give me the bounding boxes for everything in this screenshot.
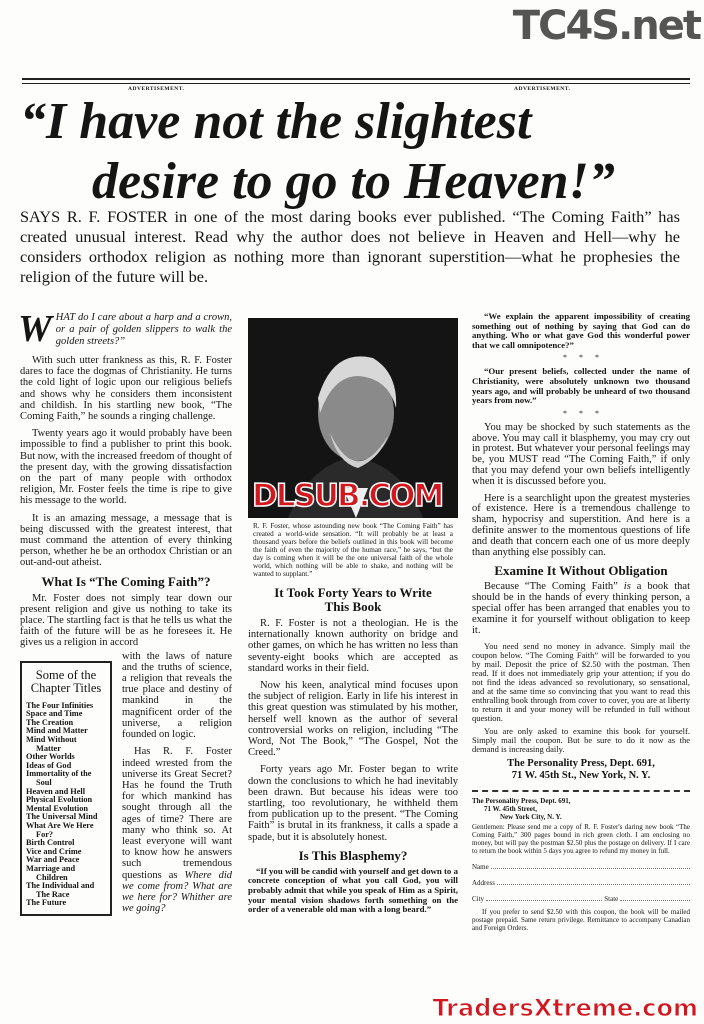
chapter-title: For?	[36, 829, 54, 839]
watermark-middle: DLSUB.COM	[252, 478, 443, 514]
section-title: It Took Forty Years to Write This Book	[274, 585, 432, 614]
chapter-title: Immortality of the	[26, 769, 92, 779]
chapter-title: Other Worlds	[26, 752, 75, 762]
order-coupon[interactable]	[472, 790, 690, 932]
chapter-title: Children	[36, 872, 68, 882]
headline-line-1: “I have not the slightest	[20, 93, 532, 150]
chapter-title: The Future	[26, 898, 67, 908]
second-rule	[22, 83, 690, 84]
paragraph: It is an amazing message, a message that is being discussed with the greatest interest, that must command the attention of every thinking person, whether he be an orthodox Christian or an out-and-out atheist.	[20, 512, 232, 569]
paragraph: With such utter frankness as this, R. F. Foster dares to face the dogmas of Christianity. He turns the cold light of logic upon our religious beliefs and shows why he considers them inconsistent and childish. In his startling new book, “The Coming Faith,” he sounds a ringing challenge.	[20, 355, 232, 423]
paragraph: Now his keen, analytical mind focuses upon the subject of religion. Early in life his interest in this great question was stimulated by his mother, herself well known as the author of several controversial works on religion, including “The Word, Not The Book,” “The Gospel, Not the Creed.”	[248, 680, 458, 759]
publisher-line: 71 W. 45th St., New York, N. Y.	[511, 770, 651, 782]
intro-quote	[18, 308, 232, 350]
chapter-title: Matter	[36, 743, 61, 753]
chapter-title: The Individual and	[26, 881, 95, 891]
portrait-caption: R. F. Foster, whose astounding new book “The Coming Faith” has created a world-wide sensation. “It will probably be at least a thousand years before the beliefs outlined in this book will become the faith of even the majority of the human race,” he says, “but the day is coming when it will be the one universal faith of the whole world, which nothing will be able to shake, and nothing will be wanted to supplant.”	[253, 522, 453, 578]
chapter-title: Heaven and Hell	[26, 786, 86, 796]
lead-paragraph: SAYS R. F. FOSTER in one of the most daring books ever published. “The Coming Faith” has created unusual interest. Read why the author does not believe in Heaven and Hell—why he considers orthodox religion as nothing more than ignorant superstition—what he prophesies the religion of the future will be.	[20, 207, 680, 286]
chapter-title: Marriage and	[26, 863, 76, 873]
right-column	[472, 312, 690, 932]
chapter-title: Mind and Matter	[26, 726, 88, 736]
coupon-body: Gentlemen: Please send me a copy of R. F. Foster's daring new book “The Coming Faith,” 300 pages bound in rich green cloth. I am enclosing no money, but will pay the postman $2.50 plus the postage on delivery. If I care to return the book within 5 days you agree to refund my money in full.	[472, 823, 690, 856]
chapter-box-row	[20, 651, 232, 921]
chapter-title: The Universal Mind	[26, 812, 98, 822]
paragraph: Because “The Coming Faith” is a book that should be in the hands of every thinking person, a special offer has been arranged that enables you to examine it for yourself without obligation to keep it.	[472, 581, 690, 636]
chapter-title: Birth Control	[26, 838, 75, 848]
left-column	[18, 308, 232, 920]
quote: “Our present beliefs, collected under the name of Christianity, were absolutely unknown two thousand years ago, and will probably be unheard of two thousand years from now.”	[472, 366, 690, 406]
paragraph: Here is a searchlight upon the greatest mysteries of existence. Here is a tremendous challenge to sham, hypocrisy and superstition. And here is a definite answer to the momentous questions of life and death that concern each one of us more deeply than anything else possibly can.	[472, 492, 690, 558]
chapter-box-title: Some of the Chapter Titles	[30, 667, 102, 695]
chapter-title: Soul	[36, 778, 52, 788]
chapter-title: The Race	[36, 889, 70, 899]
intro-text: HAT do I care about a harp and a crown, or a pair of golden slippers to walk the golden streets?”	[55, 312, 232, 347]
chapter-title: The Four Infinities	[26, 700, 94, 710]
paragraph: Twenty years ago it would probably have been impossible to find a publisher to print this book. But now, with the increased freedom of thought of the present day, with the growing dissatisfaction on the part of many people with orthodox religion, Mr. Foster feels the time is ripe to give his message to the world.	[20, 428, 232, 507]
advertisement-label-left: ADVERTISEMENT.	[128, 86, 185, 92]
city-state-field[interactable]: City State	[472, 895, 690, 903]
beside-box-text	[122, 651, 232, 921]
paragraph: You are only asked to examine this book for yourself. Simply mail the coupon. But be sure to do it now as the demand is increasing daily.	[472, 726, 690, 755]
chapter-title: Mental Evolution	[26, 803, 88, 813]
top-rule	[22, 78, 690, 80]
section-title: Is This Blasphemy?	[298, 847, 408, 863]
chapter-list	[26, 702, 106, 908]
publisher-address	[472, 758, 690, 782]
watermark-bottom: TradersXtreme.com	[432, 994, 698, 1022]
stars-separator: * * *	[563, 408, 599, 418]
headline-line-2: desire to go to Heaven!”	[92, 153, 615, 210]
chapter-title: Mind Without	[26, 735, 77, 745]
name-field[interactable]: Name	[472, 863, 690, 871]
drop-cap: W	[18, 308, 52, 350]
questions: Where did we come from? What are we here for? Whither are we going?	[122, 869, 232, 915]
watermark-top: TC4S.net	[512, 3, 700, 49]
paragraph: Has R. F. Foster indeed wrested from the universe its Great Secret? Has he found the Truth for which mankind has sought through all the ages of time? There are many who think so. At least everyone will want to know how he answers such tremendous questions as Where did we come from? What are we here for? Whither are we going?	[122, 746, 232, 915]
paragraph: with the laws of nature and the truths of science, a religion that reveals the true place and destiny of mankind in the magnificent order of the universe, a religion founded on logic.	[122, 650, 232, 741]
chapter-title: What Are We Here	[26, 820, 94, 830]
paragraph: Forty years ago Mr. Foster began to write down the conclusions to which he had inevitably been drawn. But because his ideas were too startling, too revolutionary, he withheld them from publication up to the present. “The Coming Faith” is brutal in its frankness, it calls a spade a spade, but it is absolutely honest.	[248, 764, 458, 843]
blasphemy-quote: “If you will be candid with yourself and get down to a concrete conception of what you call God, you will probably admit that while you speak of Him as a Spirit, your mental vision shadows forth something on the order of a venerable old man with a long beard.”	[248, 865, 458, 915]
stars-separator: * * *	[563, 353, 599, 363]
coupon-address: The Personality Press, Dept. 691, 71 W. 45th Street, New York City, N. Y.	[472, 797, 571, 822]
coupon-footer: If you prefer to send $2.50 with this coupon, the book will be mailed postage prepaid. Same return privilege. Remittance to accompany Canadian and Foreign Orders.	[472, 908, 690, 933]
quote: “We explain the apparent impossibility of creating something out of nothing by saying that God can do anything. Who or what gave God this wonderful power that we call omnipotence?”	[472, 311, 690, 350]
middle-column	[248, 318, 458, 921]
section-title: Examine It Without Obligation	[494, 563, 668, 579]
chapter-titles-box	[20, 661, 112, 916]
chapter-title: The Creation	[26, 717, 74, 727]
chapter-title: Ideas of God	[26, 760, 72, 770]
chapter-title: Physical Evolution	[26, 795, 93, 805]
paragraph: R. F. Foster is not a theologian. He is the internationally known authority on bridge and other games, on which he has written no less than seventy-eight books which are accepted as standard works in their field.	[248, 618, 458, 674]
address-field[interactable]: Address	[472, 879, 690, 887]
paragraph: Mr. Foster does not simply tear down our present religion and give us nothing to take its place. The startling fact is that he tells us what the faith of the future will be as he foresees it. He gives us a religion in accord	[20, 592, 232, 649]
section-title: What Is “The Coming Faith”?	[41, 573, 211, 589]
chapter-title: Vice and Crime	[26, 846, 82, 856]
advertisement-label-right: ADVERTISEMENT.	[514, 86, 571, 92]
paragraph: You need send no money in advance. Simply mail the coupon below. “The Coming Faith” will be forwarded to you by mail. Deposit the price of $2.50 with the postman. Then read. If it does not immediately grip your attention; if you do not find the ideas advanced so revolutionary, so sensational, and at the same time so convincing that you want to read this enthralling book through from cover to cover, you are at liberty to return it and your money will be refunded in full without question.	[472, 641, 690, 724]
paragraph: You may be shocked by such statements as the above. You may call it blasphemy, you may cry out in protest. But whatever your personal feelings may be, you MUST read “The Coming Faith,” if only that you may defend your own beliefs intelligently when it is discussed before you.	[472, 421, 690, 487]
publisher-line: The Personality Press, Dept. 691,	[507, 758, 655, 770]
chapter-title: War and Peace	[26, 855, 80, 865]
chapter-title: Space and Time	[26, 709, 83, 719]
